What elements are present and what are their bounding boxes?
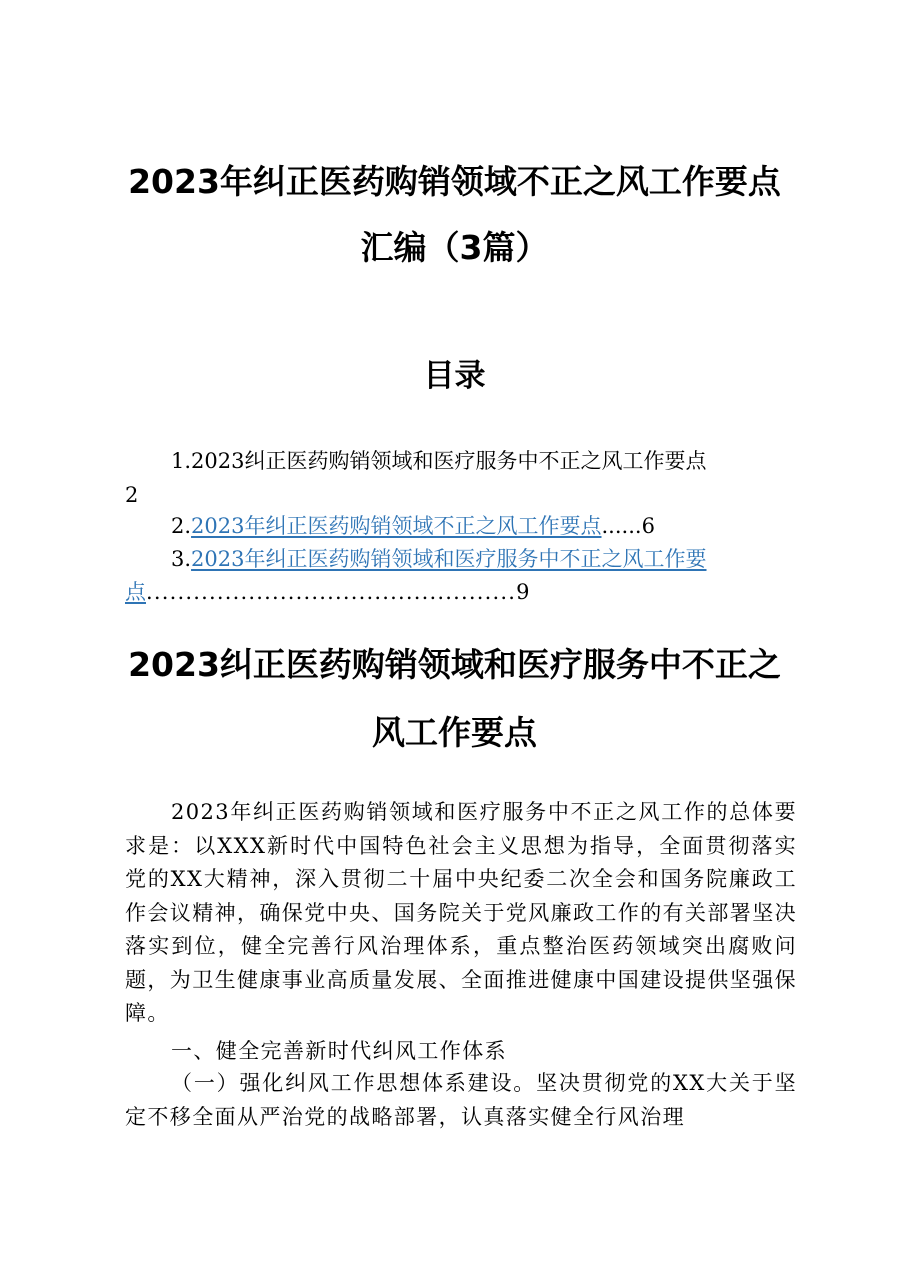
toc-heading: 目录 [423, 358, 486, 394]
toc-entry-1-title[interactable]: 2023纠正医药购销领域和医疗服务中不正之风工作要点 [191, 449, 707, 473]
toc-entry-3-link-continued[interactable]: 点 [125, 580, 146, 604]
article-title-line-1: 2023纠正医药购销领域和医疗服务中不正之 [128, 645, 781, 684]
toc-entry-2-dots: ...... [601, 514, 642, 538]
toc-entry-3-dots: ............................................... [146, 580, 517, 604]
toc-entry-1[interactable] [171, 446, 707, 476]
toc-entry-1-number: 1. [171, 449, 192, 473]
main-title-line-2: 汇编（3篇） [360, 228, 549, 267]
toc-entry-3[interactable] [171, 544, 707, 574]
toc-entry-3-page: 9 [516, 580, 530, 604]
toc-entry-3-number: 3. [171, 547, 192, 571]
toc-entry-3-continued[interactable] [125, 577, 530, 607]
paragraph-1: 2023年纠正医药购销领域和医疗服务中不正之风工作的总体要求是：以XXX新时代中国特色社会主义思想为指导，全面贯彻落实党的XX大精神，深入贯彻二十届中央纪委二次全会和国务院廉政工作会议精神，确保党中央、国务院关于党风廉政工作的有关部署坚决落实到位，健全完善行风治理体系，重点整治医药领域突出腐败问题，为卫生健康事业高质量发展、全面推进健康中国建设提供坚强保障。 [125, 800, 797, 1025]
toc-entry-2-page: 6 [641, 514, 655, 538]
toc-entry-1-page: 2 [125, 483, 139, 507]
article-title-line-2: 风工作要点 [372, 713, 537, 752]
toc-entry-2-number: 2. [171, 514, 192, 538]
main-title-line-1: 2023年纠正医药购销领域不正之风工作要点 [128, 162, 781, 201]
paragraph-2: （一）强化纠风工作思想体系建设。坚决贯彻党的XX大关于坚定不移全面从严治党的战略部署，认真落实健全行风治理 [125, 1071, 797, 1129]
toc-entry-2[interactable] [171, 511, 655, 541]
toc-entry-3-link[interactable]: 2023年纠正医药购销领域和医疗服务中不正之风工作要 [191, 547, 707, 571]
toc-entry-2-link[interactable]: 2023年纠正医药购销领域不正之风工作要点 [191, 514, 602, 538]
section-1-heading: 一、健全完善新时代纠风工作体系 [171, 1039, 507, 1063]
